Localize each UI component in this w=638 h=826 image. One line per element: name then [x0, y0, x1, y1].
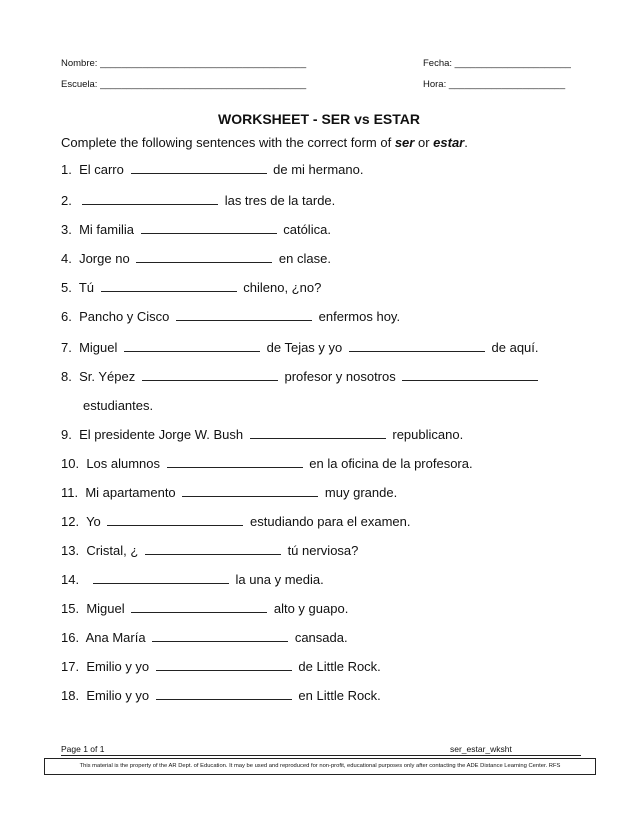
- item-text-b: cansada.: [294, 630, 348, 645]
- item-text-b: estudiando para el examen.: [250, 514, 411, 529]
- list-item: [61, 309, 400, 324]
- list-item: [61, 280, 321, 295]
- answer-blank[interactable]: [141, 222, 277, 234]
- item-text-b: la una y media.: [235, 572, 324, 587]
- list-item: [61, 514, 411, 529]
- instructions-text: Complete the following sentences with the correct form of: [61, 135, 395, 150]
- item-number: 12.: [61, 514, 80, 529]
- item-number: 9.: [61, 427, 72, 442]
- footer-rule: [61, 755, 581, 756]
- item-text-a: Los alumnos: [86, 456, 161, 471]
- item-number: 17.: [61, 659, 80, 674]
- item-number: 2.: [61, 193, 72, 208]
- answer-blank[interactable]: [152, 630, 288, 642]
- item-text-b: muy grande.: [324, 485, 398, 500]
- instructions-connector: or: [414, 135, 434, 150]
- answer-blank[interactable]: [250, 427, 386, 439]
- file-name: ser_estar_wksht: [450, 744, 512, 754]
- page-number: Page 1 of 1: [61, 744, 105, 754]
- item-text-b: católica.: [283, 222, 331, 237]
- answer-blank[interactable]: [82, 193, 218, 205]
- item-text-a: Yo: [86, 514, 101, 529]
- item-number: 15.: [61, 601, 80, 616]
- instructions-period: .: [464, 135, 468, 150]
- answer-blank[interactable]: [142, 369, 278, 381]
- list-item: [61, 369, 541, 384]
- list-item: [61, 222, 331, 237]
- item-text-b: de mi hermano.: [273, 162, 364, 177]
- item-text-b: de Little Rock.: [298, 659, 381, 674]
- item-text-a: El presidente Jorge W. Bush: [79, 427, 244, 442]
- footer-disclaimer: This material is the property of the AR Dept. of Education. It may be used and reproduced for non-profit, educational purposes only after contacting the ADE Distance Learning Center. RFS: [44, 758, 596, 775]
- item-number: 16.: [61, 630, 80, 645]
- name-field-label: Nombre: _______________________________________: [61, 58, 307, 69]
- item-text-a: Jorge no: [79, 251, 130, 266]
- list-item: [61, 485, 397, 500]
- item-text-a: El carro: [79, 162, 124, 177]
- instructions-word-ser: ser: [394, 135, 415, 150]
- answer-blank[interactable]: [167, 456, 303, 468]
- list-item: [61, 340, 539, 355]
- item-text-a: estudiantes.: [83, 398, 154, 413]
- item-number: 6.: [61, 309, 72, 324]
- list-item: [61, 543, 358, 558]
- item-text-a: Mi familia: [79, 222, 134, 237]
- answer-blank[interactable]: [145, 543, 281, 555]
- answer-blank[interactable]: [182, 485, 318, 497]
- list-item: [61, 630, 348, 645]
- list-item: [61, 456, 473, 471]
- item-number: 10.: [61, 456, 80, 471]
- answer-blank[interactable]: [124, 340, 260, 352]
- item-text-b: las tres de la tarde.: [224, 193, 336, 208]
- item-text-a: Pancho y Cisco: [79, 309, 170, 324]
- item-text-a: Sr. Yépez: [79, 369, 136, 384]
- list-item: [61, 688, 381, 703]
- list-item: [61, 193, 335, 208]
- answer-blank[interactable]: [101, 280, 237, 292]
- item-number: 1.: [61, 162, 72, 177]
- answer-blank[interactable]: [93, 572, 229, 584]
- item-text-b: de Tejas y yo: [266, 340, 343, 355]
- list-item: [61, 659, 381, 674]
- item-text-b: en la oficina de la profesora.: [309, 456, 473, 471]
- item-number: 14.: [61, 572, 80, 587]
- item-number: 18.: [61, 688, 80, 703]
- item-text-a: Miguel: [79, 340, 118, 355]
- answer-blank[interactable]: [349, 340, 485, 352]
- school-field-label: Escuela: _______________________________________: [61, 79, 307, 90]
- time-field-label: Hora: ______________________: [423, 79, 566, 90]
- list-item-continuation: [83, 398, 153, 413]
- list-item: [61, 601, 348, 616]
- item-text-a: Emilio y yo: [86, 659, 150, 674]
- item-number: 13.: [61, 543, 80, 558]
- item-text-a: Ana María: [85, 630, 146, 645]
- item-text-a: Tú: [78, 280, 95, 295]
- item-text-b: republicano.: [392, 427, 464, 442]
- item-number: 5.: [61, 280, 72, 295]
- list-item: [61, 427, 463, 442]
- answer-blank[interactable]: [176, 309, 312, 321]
- item-text-b: alto y guapo.: [273, 601, 349, 616]
- item-text-c: de aquí.: [491, 340, 539, 355]
- page-title: WORKSHEET - SER vs ESTAR: [218, 111, 420, 127]
- item-text-a: Mi apartamento: [85, 485, 176, 500]
- answer-blank[interactable]: [131, 601, 267, 613]
- list-item: [61, 162, 363, 177]
- answer-blank[interactable]: [156, 659, 292, 671]
- item-number: 3.: [61, 222, 72, 237]
- item-text-b: en clase.: [278, 251, 331, 266]
- answer-blank[interactable]: [402, 369, 538, 381]
- answer-blank[interactable]: [136, 251, 272, 263]
- answer-blank[interactable]: [131, 162, 267, 174]
- item-text-b: chileno, ¿no?: [243, 280, 322, 295]
- answer-blank[interactable]: [156, 688, 292, 700]
- answer-blank[interactable]: [107, 514, 243, 526]
- instructions: [61, 135, 468, 150]
- date-field-label: Fecha: ______________________: [423, 58, 571, 69]
- item-text-b: profesor y nosotros: [284, 369, 396, 384]
- instructions-word-estar: estar: [433, 135, 465, 150]
- item-number: 8.: [61, 369, 72, 384]
- item-number: 4.: [61, 251, 72, 266]
- item-number: 11.: [61, 485, 79, 500]
- list-item: [61, 251, 331, 266]
- item-text-b: tú nerviosa?: [287, 543, 359, 558]
- item-text-b: enfermos hoy.: [318, 309, 401, 324]
- item-text-b: en Little Rock.: [298, 688, 381, 703]
- item-number: 7.: [61, 340, 72, 355]
- item-text-a: Miguel: [86, 601, 125, 616]
- item-text-a: Cristal, ¿: [86, 543, 139, 558]
- list-item: [61, 572, 324, 587]
- item-text-a: Emilio y yo: [86, 688, 150, 703]
